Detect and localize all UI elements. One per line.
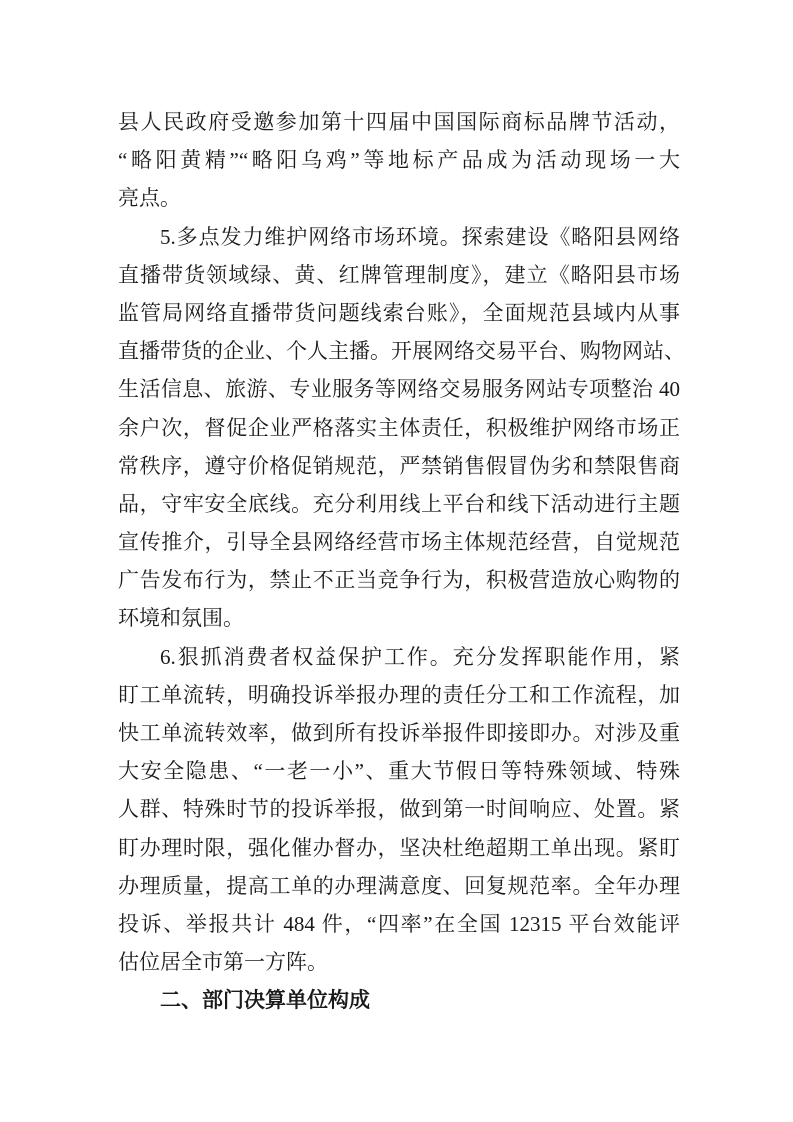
text-line: 快工单流转效率，做到所有投诉举报件即接即办。对涉及重 xyxy=(118,721,680,745)
paragraph-online-market xyxy=(118,218,685,638)
text-line: 盯办理时限，强化催办督办，坚决杜绝超期工单出现。紧盯 xyxy=(118,835,680,860)
text-line: 环境和氛围。 xyxy=(118,606,244,631)
text-line: 宣传推介，引导全县网络经营市场主体规范经营，自觉规范 xyxy=(118,530,680,555)
text-line: 直播带货的企业、个人主播。开展网络交易平台、购物网站、 xyxy=(118,339,685,364)
text-line: 亮点。 xyxy=(118,186,181,211)
document-page xyxy=(118,103,685,1020)
text-line: 人群、特殊时节的投诉举报，做到第一时间响应、处置。紧 xyxy=(118,797,680,822)
text-line: 直播带货领域绿、黄、红牌管理制度》，建立《略阳县市场 xyxy=(118,262,680,287)
text-line: 常秩序，遵守价格促销规范，严禁销售假冒伪劣和禁限售商 xyxy=(118,453,680,478)
text-line: 生活信息、旅游、专业服务等网络交易服务网站专项整治 40 xyxy=(118,377,680,402)
text-line: 县人民政府受邀参加第十四届中国国际商标品牌节活动， xyxy=(118,110,680,134)
text-line: 品，守牢安全底线。充分利用线上平台和线下活动进行主题 xyxy=(118,491,680,516)
text-line: “略阳黄精”“略阳乌鸡”等地标产品成为活动现场一大 xyxy=(118,148,680,173)
text-line: 估位居全市第一方阵。 xyxy=(118,950,328,975)
section-heading: 二、部门决算单位构成 xyxy=(160,988,370,1013)
paragraph-consumer-protection xyxy=(118,638,680,982)
text-line: 余户次，督促企业严格落实主体责任，积极维护网络市场正 xyxy=(118,415,680,440)
text-line: 5.多点发力维护网络市场环境。探索建设《略阳县网络 xyxy=(160,224,680,249)
text-line: 监管局网络直播带货问题线索台账》，全面规范县域内从事 xyxy=(118,300,680,325)
text-line: 盯工单流转，明确投诉举报办理的责任分工和工作流程，加 xyxy=(118,682,680,707)
text-line: 广告发布行为，禁止不正当竞争行为，积极营造放心购物的 xyxy=(118,568,680,593)
text-line: 6.狠抓消费者权益保护工作。充分发挥职能作用，紧 xyxy=(160,644,680,669)
paragraph-continuation xyxy=(118,103,680,218)
text-line: 办理质量，提高工单的办理满意度、回复规范率。全年办理 xyxy=(118,873,680,898)
text-line: 大安全隐患、“一老一小”、重大节假日等特殊领域、特殊 xyxy=(118,759,680,784)
text-line: 投诉、举报共计 484 件，“四率”在全国 12315 平台效能评 xyxy=(118,911,680,936)
